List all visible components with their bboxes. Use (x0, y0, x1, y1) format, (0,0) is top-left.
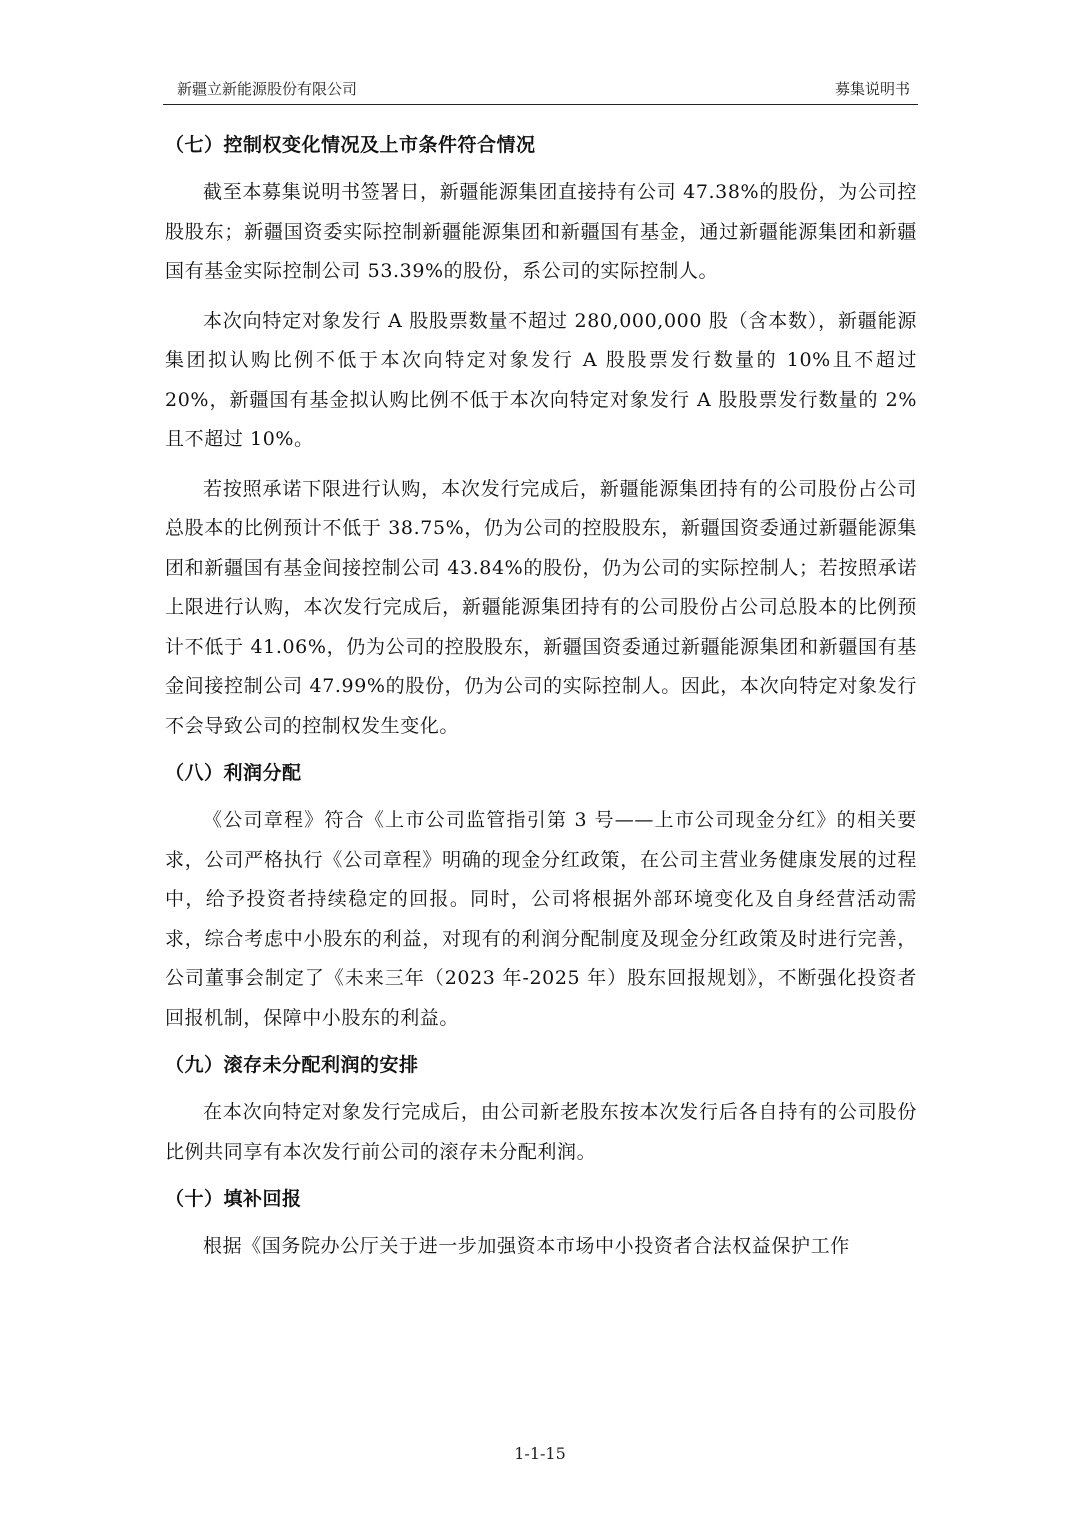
page-number: 1-1-15 (514, 1444, 566, 1463)
header-document-type: 募集说明书 (834, 80, 910, 98)
section-control-change (165, 128, 917, 746)
section-retained-earnings (165, 1048, 917, 1172)
paragraph: 若按照承诺下限进行认购，本次发行完成后，新疆能源集团持有的公司股份占公司总股本的比例预计不低于 38.75%，仍为公司的控股股东，新疆国资委通过新疆能源集团和新疆国有基金间接控制公司 43.84%的股份，仍为公司的实际控制人；若按照承诺上限进行认购，本次发行完成后，新疆能源集团持有的公司股份占公司总股本的比例预计不低于 41.06%，仍为公司的控股股东，新疆国资委通过新疆能源集团和新疆国有基金间接控制公司 47.99%的股份，仍为公司的实际控制人。因此，本次向特定对象发行不会导致公司的控制权发生变化。 (165, 477, 917, 737)
section-title: （十）填补回报 (165, 1188, 302, 1210)
section-profit-distribution (165, 756, 917, 1038)
page-header (163, 76, 918, 105)
section-title: （八）利润分配 (165, 762, 302, 784)
section-title: （七）控制权变化情况及上市条件符合情况 (165, 134, 536, 156)
paragraph: 本次向特定对象发行 A 股股票数量不超过 280,000,000 股（含本数），新疆能源集团拟认购比例不低于本次向特定对象发行 A 股股票发行数量的 10%且不超过 20%，新疆国有基金拟认购比例不低于本次向特定对象发行 A 股股票发行数量的 2%且不超过 10%。 (165, 309, 917, 450)
section-return-compensation (165, 1182, 917, 1267)
paragraph: 《公司章程》符合《上市公司监管指引第 3 号——上市公司现金分红》的相关要求，公司严格执行《公司章程》明确的现金分红政策，在公司主营业务健康发展的过程中，给予投资者持续稳定的回报。同时，公司将根据外部环境变化及自身经营活动需求，综合考虑中小股东的利益，对现有的利润分配制度及现金分红政策及时进行完善，公司董事会制定了《未来三年（2023 年-2025 年）股东回报规划》，不断强化投资者回报机制，保障中小股东的利益。 (165, 809, 917, 1029)
paragraph: 截至本募集说明书签署日，新疆能源集团直接持有公司 47.38%的股份，为公司控股股东；新疆国资委实际控制新疆能源集团和新疆国有基金，通过新疆能源集团和新疆国有基金实际控制公司 53.39%的股份，系公司的实际控制人。 (165, 181, 917, 282)
paragraph: 根据《国务院办公厅关于进一步加强资本市场中小投资者合法权益保护工作 (203, 1235, 850, 1257)
section-title: （九）滚存未分配利润的安排 (165, 1054, 419, 1076)
header-company-name: 新疆立新能源股份有限公司 (177, 80, 358, 98)
document-body (165, 128, 917, 1277)
paragraph: 在本次向特定对象发行完成后，由公司新老股东按本次发行后各自持有的公司股份比例共同享有本次发行前公司的滚存未分配利润。 (165, 1101, 917, 1163)
